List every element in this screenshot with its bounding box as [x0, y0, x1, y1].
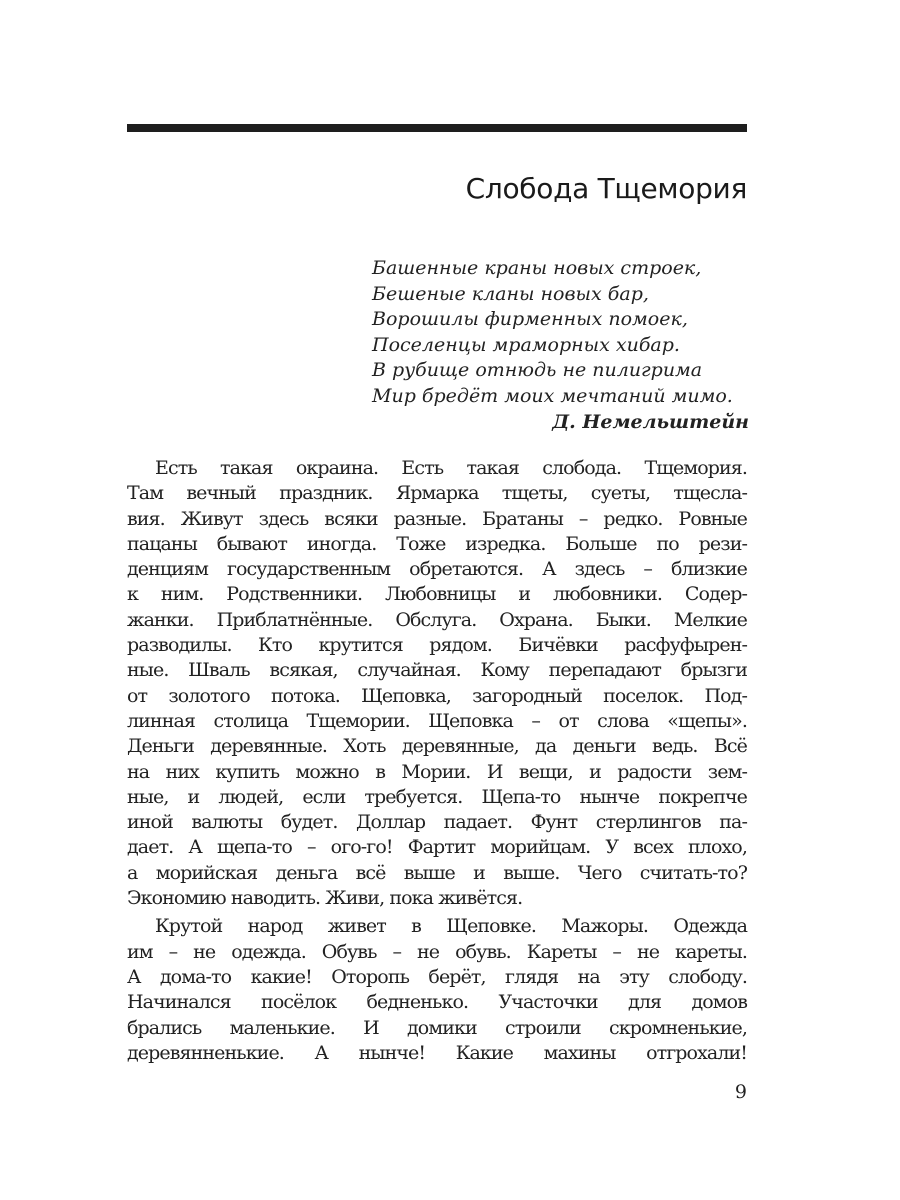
page-number: 9	[734, 1081, 747, 1103]
text-line: линная столица Тщемории. Щеповка – от слова «щепы».	[127, 709, 747, 732]
epigraph-author: Д. Немельштейн	[552, 410, 749, 433]
epigraph-line: Поселенцы мраморных хибар.	[372, 333, 680, 356]
text-line: Деньги деревянные. Хоть деревянные, да деньги ведь. Всё	[127, 735, 747, 758]
top-rule	[127, 124, 747, 132]
text-line: Есть такая окраина. Есть такая слобода. Тщемория.	[155, 457, 747, 479]
epigraph-line: Ворошилы фирменных помоек,	[372, 308, 688, 331]
text-line: на них купить можно в Мории. И вещи, и радости зем-	[127, 760, 747, 783]
epigraph-line: Мир бредёт моих мечтаний мимо.	[372, 384, 733, 407]
chapter-title: Слобода Тщемория	[465, 172, 747, 205]
text-line: Там вечный праздник. Ярмарка тщеты, суеты, тщесла-	[127, 482, 747, 505]
text-line: а морийская деньга всё выше и выше. Чего считать-то?	[127, 861, 747, 884]
text-line: вия. Живут здесь всяки разные. Братаны – редко. Ровные	[127, 507, 747, 530]
text-line: деревянненькие. А нынче! Какие махины отгрохали!	[127, 1041, 747, 1064]
text-line: Крутой народ живет в Щеповке. Мажоры. Одежда	[155, 915, 747, 938]
epigraph-line: Башенные краны новых строек,	[372, 257, 702, 279]
text-line: ные. Шваль всякая, случайная. Кому перепадают брызги	[127, 659, 747, 682]
epigraph	[372, 256, 748, 435]
paragraph-2	[127, 914, 747, 1066]
text-line: иной валюты будет. Доллар падает. Фунт стерлингов па-	[127, 811, 747, 834]
text-line: дает. А щепа-то – ого-го! Фартит морийцам. У всех плохо,	[127, 836, 747, 859]
text-line: Начинался посёлок бедненько. Участочки для домов	[127, 991, 747, 1014]
text-line: жанки. Приблатнённые. Обслуга. Охрана. Быки. Мелкие	[127, 608, 747, 631]
epigraph-line: Бешеные кланы новых бар,	[372, 282, 649, 305]
text-line: денциям государственным обретаются. А здесь – близкие	[127, 558, 747, 581]
paragraph-1	[127, 456, 747, 911]
text-line: пацаны бывают иногда. Тоже изредка. Больше по рези-	[127, 532, 747, 555]
body-text	[127, 456, 747, 1066]
text-line: разводилы. Кто крутится рядом. Бичёвки расфуфырен-	[127, 634, 747, 657]
text-line: брались маленькие. И домики строили скромненькие,	[127, 1016, 747, 1039]
text-line: А дома-то какие! Оторопь берёт, глядя на эту слободу.	[127, 965, 747, 988]
text-line: к ним. Родственники. Любовницы и любовники. Содер-	[127, 583, 747, 606]
text-line: Экономию наводить. Живи, пока живётся.	[127, 887, 523, 910]
text-line: от золотого потока. Щеповка, загородный поселок. Под-	[127, 684, 747, 707]
text-line: им – не одежда. Обувь – не обувь. Кареты – не кареты.	[127, 940, 747, 963]
epigraph-line: В рубище отнюдь не пилигрима	[372, 359, 703, 382]
text-line: ные, и людей, если требуется. Щепа-то нынче покрепче	[127, 785, 747, 808]
